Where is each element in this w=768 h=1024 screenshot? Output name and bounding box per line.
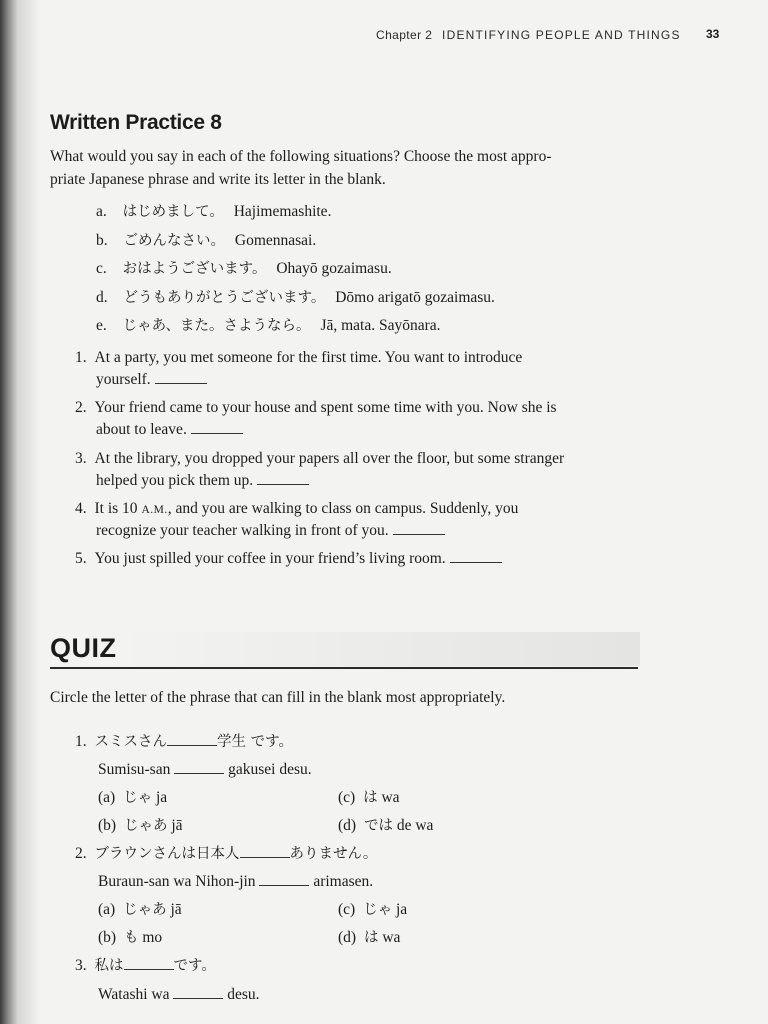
option-romaji: Jā, mata. Sayōnara. <box>320 317 441 334</box>
situation-number: 4. <box>75 500 87 517</box>
question-japanese-post: ありません。 <box>289 846 378 862</box>
question-japanese-pre: スミスさん <box>94 734 167 750</box>
choice-japanese: では <box>363 818 393 834</box>
option-japanese: はじめまして。 <box>122 204 224 220</box>
option-romaji: Hajimemashite. <box>233 203 332 220</box>
option-japanese: おはようございます。 <box>122 261 267 277</box>
situation-3-line-2 <box>96 470 309 492</box>
choice-romaji: wa <box>382 929 401 946</box>
answer-blank[interactable] <box>259 873 309 886</box>
chapter-label: Chapter 2 <box>376 28 433 42</box>
situation-text-post: , and you are walking to class on campus. Suddenly, you <box>167 500 519 517</box>
choice-label: (c) <box>338 789 356 806</box>
situation-text: yourself. <box>96 371 151 388</box>
situation-text-pre: It is 10 <box>94 500 142 517</box>
option-letter: e. <box>96 317 107 334</box>
situation-2 <box>75 397 557 419</box>
choice-romaji: ja <box>395 901 408 918</box>
choice-japanese: じゃあ <box>123 902 167 918</box>
situation-number: 3. <box>75 450 87 467</box>
page-number: 33 <box>706 27 720 41</box>
choice-label: (d) <box>338 817 357 834</box>
written-practice-title: Written Practice 8 <box>50 111 222 134</box>
choice-japanese: じゃ <box>363 902 393 918</box>
choice-label: (a) <box>98 789 116 806</box>
choice-label: (d) <box>338 929 357 946</box>
romaji-post: desu. <box>227 986 260 1003</box>
question-1 <box>75 731 293 753</box>
question-japanese-post: です。 <box>173 958 216 974</box>
section-label: IDENTIFYING PEOPLE AND THINGS <box>442 28 681 42</box>
situation-number: 1. <box>75 349 87 366</box>
choice-japanese: じゃあ <box>123 818 168 834</box>
question-number: 2. <box>75 845 87 862</box>
choice-2b[interactable] <box>98 927 162 949</box>
quiz-instructions: Circle the letter of the phrase that can fill in the blank most appropriately. <box>50 689 506 706</box>
choice-japanese: は <box>363 790 378 806</box>
answer-blank[interactable] <box>257 472 309 485</box>
choice-1b[interactable] <box>98 815 183 837</box>
answer-blank[interactable] <box>124 957 174 970</box>
running-header <box>376 28 681 42</box>
romaji-pre: Buraun-san wa Nihon-jin <box>98 873 256 890</box>
question-number: 1. <box>75 733 87 750</box>
situation-5 <box>75 548 502 570</box>
question-japanese-post: 学生 です。 <box>217 734 293 750</box>
situation-text: You just spilled your coffee in your friend’s living room. <box>94 550 446 567</box>
answer-blank[interactable] <box>240 845 290 858</box>
question-number: 3. <box>75 957 87 974</box>
romaji-post: arimasen. <box>313 873 374 890</box>
situation-number: 2. <box>75 399 87 416</box>
quiz-divider <box>50 667 638 669</box>
choice-romaji: jā <box>171 817 183 834</box>
situation-text: At a party, you met someone for the first time. You want to introduce <box>94 349 523 366</box>
answer-blank[interactable] <box>173 986 223 999</box>
choice-1a[interactable] <box>98 787 167 809</box>
option-japanese: どうもありがとうございます。 <box>123 290 326 306</box>
choice-label: (b) <box>98 929 117 946</box>
situation-text: about to leave. <box>96 421 187 438</box>
instructions-line-2: priate Japanese phrase and write its letter in the blank. <box>50 171 386 188</box>
situation-1 <box>75 347 522 369</box>
option-japanese: じゃあ、また。さようなら。 <box>122 318 311 334</box>
option-letter: d. <box>96 289 108 306</box>
book-gutter-shadow <box>0 0 18 1024</box>
answer-blank[interactable] <box>450 550 502 563</box>
answer-blank[interactable] <box>191 421 243 434</box>
question-japanese-pre: 私は <box>94 958 124 974</box>
romaji-pre: Sumisu-san <box>98 761 171 778</box>
choice-label: (c) <box>338 901 356 918</box>
situation-2-line-2 <box>96 419 243 441</box>
option-d <box>96 287 495 309</box>
choice-romaji: jā <box>170 901 182 918</box>
choice-1d[interactable] <box>338 815 433 837</box>
choice-romaji: wa <box>381 789 400 806</box>
option-letter: b. <box>96 232 108 249</box>
option-japanese: ごめんなさい。 <box>123 233 225 249</box>
answer-blank[interactable] <box>155 371 207 384</box>
choice-label: (b) <box>98 817 117 834</box>
option-e <box>96 315 441 337</box>
book-gutter-fade <box>18 0 40 1024</box>
choice-romaji: ja <box>155 789 168 806</box>
answer-blank[interactable] <box>393 522 445 535</box>
choice-2d[interactable] <box>338 927 400 949</box>
quiz-header-band <box>120 632 640 666</box>
choice-japanese: は <box>363 930 379 946</box>
situation-4 <box>75 498 518 521</box>
option-b <box>96 230 316 252</box>
choice-japanese: も <box>123 930 139 946</box>
option-a <box>96 201 331 223</box>
choice-japanese: じゃ <box>123 790 153 806</box>
situation-number: 5. <box>75 550 87 567</box>
question-1-romaji <box>98 759 312 781</box>
situation-1-line-2 <box>96 369 207 391</box>
situation-3 <box>75 448 564 470</box>
choice-label: (a) <box>98 901 116 918</box>
situation-4-line-2 <box>96 520 445 542</box>
question-2 <box>75 843 377 865</box>
instructions-line-1: What would you say in each of the following situations? Choose the most appro- <box>50 148 552 165</box>
answer-blank[interactable] <box>174 761 224 774</box>
situation-text: recognize your teacher walking in front of you. <box>96 522 389 539</box>
quiz-title: QUIZ <box>50 633 117 663</box>
option-c <box>96 258 392 280</box>
choice-1c[interactable] <box>338 787 400 809</box>
question-2-romaji <box>98 871 373 893</box>
choice-romaji: mo <box>142 929 163 946</box>
answer-blank[interactable] <box>167 733 217 746</box>
option-romaji: Gomennasai. <box>234 232 317 249</box>
time-small-caps: A.M. <box>141 504 168 516</box>
question-3-romaji <box>98 984 260 1006</box>
choice-2a[interactable] <box>98 899 182 921</box>
option-romaji: Dōmo arigatō gozaimasu. <box>335 289 495 306</box>
romaji-post: gakusei desu. <box>228 761 312 778</box>
option-romaji: Ohayō gozaimasu. <box>276 260 392 277</box>
question-3 <box>75 955 216 977</box>
option-letter: a. <box>96 203 107 220</box>
romaji-pre: Watashi wa <box>98 986 170 1003</box>
situation-text: At the library, you dropped your papers all over the floor, but some stranger <box>94 450 565 467</box>
question-japanese-pre: ブラウンさんは日本人 <box>94 846 240 862</box>
situation-text: Your friend came to your house and spent some time with you. Now she is <box>94 399 557 416</box>
option-letter: c. <box>96 260 107 277</box>
situation-text: helped you pick them up. <box>96 472 254 489</box>
choice-2c[interactable] <box>338 899 407 921</box>
choice-romaji: de wa <box>396 817 434 834</box>
